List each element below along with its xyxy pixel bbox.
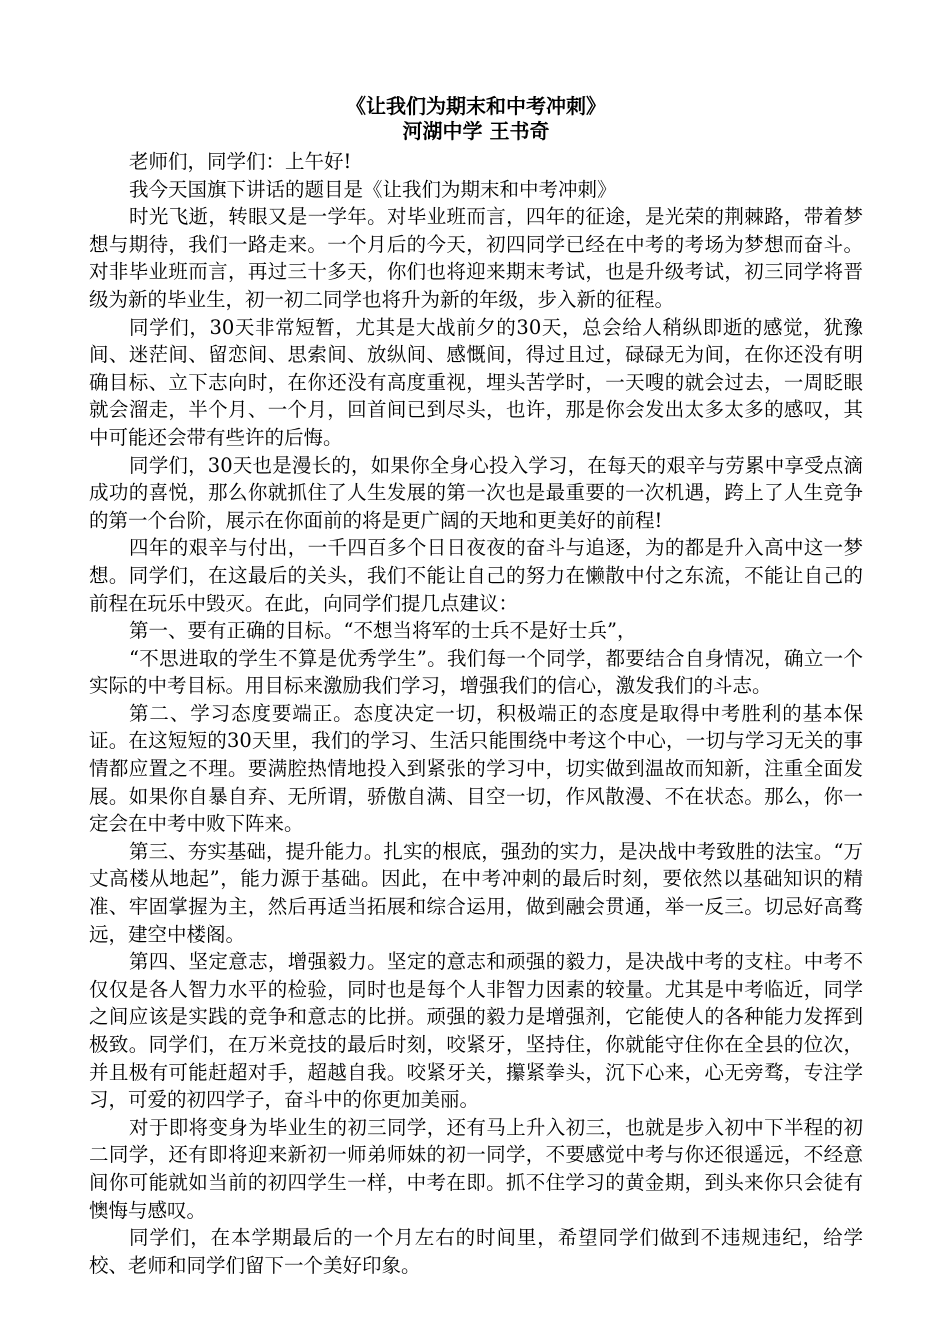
paragraph-point-one: 第一、要有正确的目标。“不想当将军的士兵不是好士兵”， (129, 619, 637, 643)
paragraph-time-flies: 时光飞逝，转眼又是一学年。对毕业班而言，四年的征途，是光荣的荆棘路，带着梦想与期待，我们一路走来。一个月后的今天，初四同学已经在中考的考场为梦想而奋斗。对非毕业班而言，再过三十多天，你们也将迎来期末考试，也是升级考试，初三同学将晋级为新的毕业生，初一初二同学也将升为新的年级，步入新的征程。 (89, 205, 863, 311)
paragraph-closing: 同学们，在本学期最后的一个月左右的时间里，希望同学们做到不违规违纪，给学校、老师和同学们留下一个美好印象。 (89, 1226, 863, 1277)
paragraph-point-one-cont: “不思进取的学生不算是优秀学生”。我们每一个同学，都要结合自身情况，确立一个实际的中考目标。用目标来激励我们学习，增强我们的信心，激发我们的斗志。 (89, 646, 863, 698)
paragraph-30-days-short: 同学们，30天非常短暂，尤其是大战前夕的30天，总会给人稍纵即逝的感觉，犹豫间、迷茫间、留恋间、思索间、放纵间、感慨间，得过且过，碌碌无为间，在你还没有明确目标、立下志向时，在你还没有高度重视，埋头苦学时，一天嗖的就会过去，一周眨眼就会溜走，半个月、一个月，回首间已到尽头，也许，那是你会发出太多太多的感叹，其中可能还会带有些许的后悔。 (89, 315, 863, 449)
paragraph-four-years: 四年的艰辛与付出，一千四百多个日日夜夜的奋斗与追逐，为的都是升入高中这一梦想。同学们，在这最后的关头，我们不能让自己的努力在懒散中付之东流，不能让自己的前程在玩乐中毁灭。在此，向同学们提几点建议： (89, 536, 863, 615)
paragraph-point-two: 第二、学习态度要端正。态度决定一切，积极端正的态度是取得中考胜利的基本保证。在这短短的30天里，我们的学习、生活只能围绕中考这个中心，一切与学习无关的事情都应置之不理。要满腔热情地投入到紧张的学习中，切实做到温故而知新，注重全面发展。如果你自暴自弃、无所谓，骄傲自满、目空一切，作风散漫、不在状态。那么，你一定会在中考中败下阵来。 (89, 701, 863, 836)
paragraph-greeting: 老师们，同学们：上午好! (129, 150, 352, 173)
author-line: 河湖中学 王书奇 (402, 119, 550, 143)
paragraph-point-three: 第三、夯实基础，提升能力。扎实的根底，强劲的实力，是决战中考致胜的法宝。“万丈高楼从地起”，能力源于基础。因此，在中考冲刺的最后时刻，要依然以基础知识的精准、牢固掌握为主，然后再适当拓展和综合运用，做到融会贯通，举一反三。切忌好高骛远，建空中楼阁。 (89, 839, 863, 946)
paragraph-30-days-long: 同学们，30天也是漫长的，如果你全身心投入学习，在每天的艰辛与劳累中享受点滴成功的喜悦，那么你就抓住了人生发展的第一次也是最重要的一次机遇，跨上了人生竞争的第一个台阶，展示在你面前的将是更广阔的天地和更美好的前程! (89, 453, 863, 532)
document-page (89, 94, 863, 1279)
paragraph-non-graduates: 对于即将变身为毕业生的初三同学，还有马上升入初三，也就是步入初中下半程的初二同学，还有即将迎来新初一师弟师妹的初一同学，不要感觉中考与你还很遥远，不经意间你可能就如当前的初四学生一样，中考在即。抓不住学习的黄金期，到头来你只会徒有懊悔与感叹。 (89, 1115, 863, 1222)
paragraph-point-four: 第四、坚定意志，增强毅力。坚定的意志和顽强的毅力，是决战中考的支柱。中考不仅仅是各人智力水平的检验，同时也是每个人非智力因素的较量。尤其是中考临近，同学之间应该是实践的竞争和意志的比拼。顽强的毅力是增强剂，它能使人的各种能力发挥到极致。同学们，在万米竞技的最后时刻，咬紧牙，坚持住，你就能守住你在全县的位次，并且极有可能赶超对手，超越自我。咬紧牙关，攥紧拳头，沉下心来，心无旁骛，专注学习，可爱的初四学子，奋斗中的你更加美丽。 (89, 950, 863, 1112)
document-title: 《让我们为期末和中考冲刺》 (346, 94, 606, 118)
paragraph-topic: 我今天国旗下讲话的题目是《让我们为期末和中考冲刺》 (129, 177, 617, 201)
